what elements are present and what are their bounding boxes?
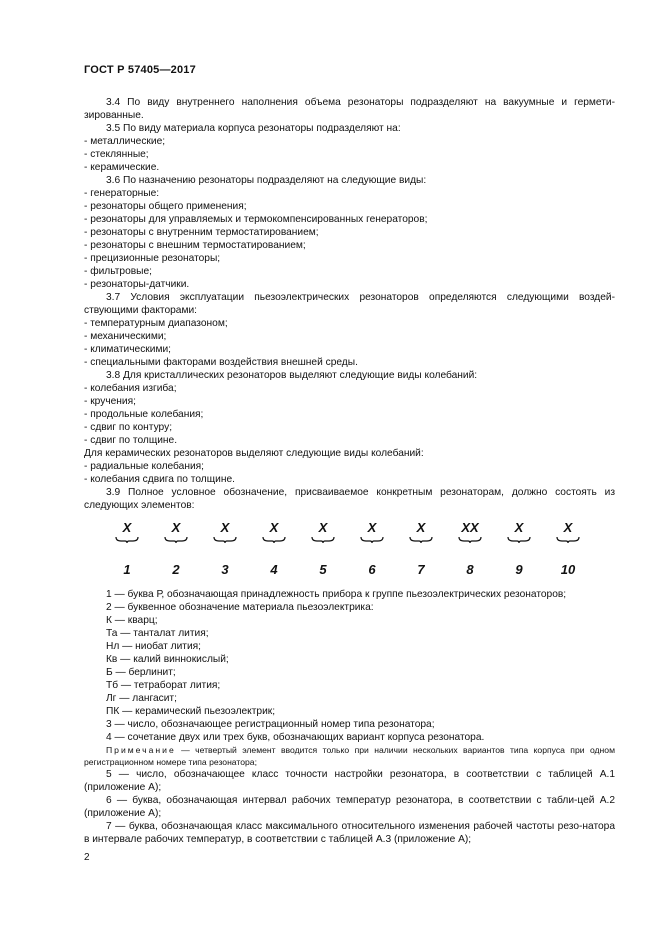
scheme-number: 10 [560,562,576,577]
brace-icon [548,536,588,548]
list-item: - резонаторы с внутренним термостатированием; [84,227,319,238]
list-item: - механическими; [84,331,167,342]
element-description: 5 — число, обозначающее класс точности настройки резонатора, в соответствии с таблицей А.1 (приложение А); [84,769,615,793]
list-item: - климатическими; [84,344,171,355]
material-code: ПК — керамический пьезоэлектрик; [106,706,276,717]
scheme-element-8 [450,520,490,578]
scheme-element-2 [156,520,196,578]
scheme-mark: Х [416,520,426,535]
paragraph-3-6: 3.6 По назначению резонаторы подразделяют на следующие виды: [106,175,427,186]
scheme-element-5 [303,520,343,578]
scheme-number: 9 [515,562,523,577]
scheme-element-10 [548,520,588,578]
scheme-element-3 [205,520,245,578]
scheme-mark: Х [220,520,230,535]
scheme-number: 4 [270,562,278,577]
scheme-mark: Х [367,520,377,535]
scheme-number: 8 [466,562,474,577]
list-item: - температурным диапазоном; [84,318,228,329]
list-item: - радиальные колебания; [84,461,204,472]
paragraph-3-9: 3.9 Полное условное обозначение, присваиваемое конкретным резонаторам, должно состоять из следующих элементов: [84,487,615,511]
scheme-element-7 [401,520,441,578]
document-header: ГОСТ Р 57405—2017 [84,64,196,76]
list-item: - резонаторы с внешним термостатированием; [84,240,306,251]
material-code: К — кварц; [106,615,158,626]
scheme-mark: Х [563,520,573,535]
element-description: 2 — буквенное обозначение материала пьезоэлектрика: [106,602,374,613]
list-item: - продольные колебания; [84,409,204,420]
list-item: - металлические; [84,136,166,147]
brace-icon [156,536,196,548]
list-item: - прецизионные резонаторы; [84,253,221,264]
scheme-number: 5 [319,562,327,577]
scheme-mark: Х [269,520,279,535]
paragraph-3-4: 3.4 По виду внутреннего наполнения объема резонаторы подразделяют на вакуумные и гермети-зированные. [84,97,615,121]
element-description: 3 — число, обозначающее регистрационный номер типа резонатора; [106,719,435,730]
brace-icon [450,536,490,548]
scheme-mark: Х [514,520,524,535]
brace-icon [254,536,294,548]
brace-icon [352,536,392,548]
material-code: Б — берлинит; [106,667,176,678]
brace-icon [499,536,539,548]
scheme-number: 2 [172,562,180,577]
brace-icon [401,536,441,548]
material-code: Нл — ниобат лития; [106,641,202,652]
list-item: - кручения; [84,396,136,407]
material-code: Та — танталат лития; [106,628,209,639]
list-item: - колебания изгиба; [84,383,177,394]
scheme-mark: Х [122,520,132,535]
scheme-number: 6 [368,562,376,577]
element-description: 1 — буква Р, обозначающая принадлежность прибора к группе пьезоэлектрических резонаторов; [106,589,567,600]
scheme-number: 1 [123,562,131,577]
brace-icon [107,536,147,548]
scheme-element-4 [254,520,294,578]
list-item: - специальными факторами воздействия внешней среды. [84,357,358,368]
list-item: - керамические. [84,162,160,173]
paragraph-ceramic: Для керамических резонаторов выделяют следующие виды колебаний: [84,448,424,459]
note-text: — четвертый элемент вводится только при наличии нескольких вариантов типа корпуса при одном регистрационном номере типа резонатора; [84,745,615,767]
list-item: - резонаторы общего применения; [84,201,247,212]
scheme-mark: ХХ [461,520,479,535]
element-description: 7 — буква, обозначающая класс максимального относительного изменения рабочей частоты резо-натора в интервале рабочих температур, в соответствии с таблицей А.3 (приложение А); [84,821,615,845]
page-number: 2 [84,852,90,863]
list-item: - генераторные: [84,188,160,199]
brace-icon [205,536,245,548]
brace-icon [303,536,343,548]
list-item: - сдвиг по контуру; [84,422,173,433]
material-code: Лг — лангасит; [106,693,177,704]
designation-scheme [84,520,615,584]
list-item: - сдвиг по толщине. [84,435,178,446]
list-item: - резонаторы для управляемых и термокомпенсированных генераторов; [84,214,428,225]
scheme-mark: Х [318,520,328,535]
list-item: - колебания сдвига по толщине. [84,474,235,485]
paragraph-3-5: 3.5 По виду материала корпуса резонаторы подразделяют на: [106,123,401,134]
element-description: 4 — сочетание двух или трех букв, обозначающих вариант корпуса резонатора. [106,732,485,743]
note-label: Примечание [106,745,176,755]
paragraph-3-8: 3.8 Для кристаллических резонаторов выделяют следующие виды колебаний: [106,370,478,381]
list-item: - стеклянные; [84,149,149,160]
material-code: Тб — тетраборат лития; [106,680,221,691]
list-item: - резонаторы-датчики. [84,279,190,290]
scheme-mark: Х [171,520,181,535]
list-item: - фильтровые; [84,266,152,277]
scheme-number: 7 [417,562,425,577]
scheme-number: 3 [221,562,229,577]
scheme-element-9 [499,520,539,578]
document-body [84,96,615,846]
element-description: 6 — буква, обозначающая интервал рабочих температур резонатора, в соответствии с табли-цей А.2 (приложение А); [84,795,615,819]
scheme-element-6 [352,520,392,578]
material-code: Кв — калий виннокислый; [106,654,229,665]
paragraph-3-7: 3.7 Условия эксплуатации пьезоэлектрических резонаторов определяются следующими воздей-ствующими факторами: [84,292,615,316]
note [84,744,615,768]
scheme-element-1 [107,520,147,578]
